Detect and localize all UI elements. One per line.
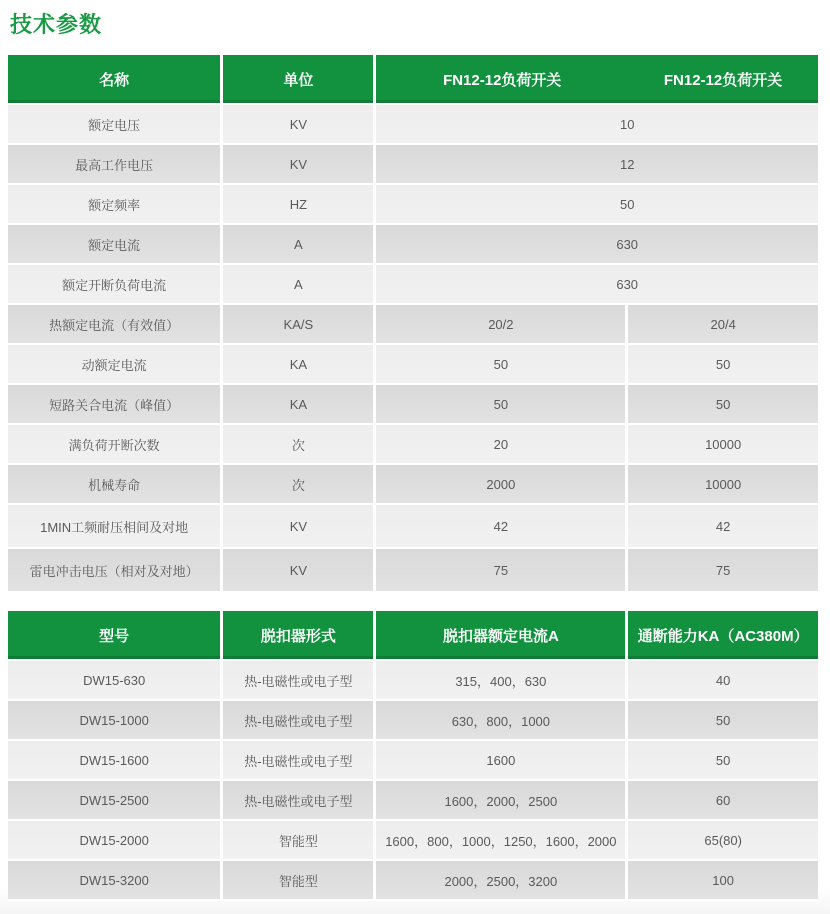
cell-value-1: 50 [375,384,627,424]
cell-value-1: 20 [375,424,627,464]
table-row [8,740,818,780]
cell-breaking-capacity: 65(80) [627,820,818,860]
table-row [8,304,818,344]
cell-rated-current: 1600 [375,740,627,780]
cell-model: DW15-630 [8,660,222,700]
cell-value-2: 50 [627,384,818,424]
cell-value-merged [375,184,818,224]
cell-value-merged [375,104,818,144]
table-row [8,700,818,740]
merged-value: 50 [619,196,635,212]
column-header-name: 名称 [8,55,222,104]
cell-name: 短路关合电流（峰值） [8,384,222,424]
dual-model-header [376,69,818,90]
cell-unit: 次 [222,464,375,504]
cell-value-2: 75 [627,548,818,592]
cell-name: 机械寿命 [8,464,222,504]
cell-value-2: 50 [627,344,818,384]
breaker-spec-table [8,611,818,901]
table-row [8,504,818,548]
cell-value-merged [375,264,818,304]
cell-model: DW15-1600 [8,740,222,780]
merged-value: 630 [616,276,639,292]
table-row [8,384,818,424]
cell-breaking-capacity: 40 [627,660,818,700]
table-gap [0,593,830,611]
merged-value: 10 [619,116,635,132]
cell-unit: KV [222,548,375,592]
cell-trip-type: 热-电磁性或电子型 [222,740,375,780]
switch-spec-table [8,55,818,593]
column-header-model-2: FN12-12负荷开关 [663,71,783,89]
cell-unit: KA [222,344,375,384]
table-row [8,464,818,504]
cell-value-merged [375,224,818,264]
cell-unit: KV [222,104,375,144]
cell-unit: 次 [222,424,375,464]
cell-value-merged [375,144,818,184]
cell-value-1: 20/2 [375,304,627,344]
cell-rated-current: 1600，2000，2500 [375,780,627,820]
cell-breaking-capacity: 50 [627,700,818,740]
column-header-breaking-capacity: 通断能力KA（AC380M） [627,611,818,660]
merged-value: 12 [619,156,635,172]
cell-name: 雷电冲击电压（相对及对地） [8,548,222,592]
table-row [8,144,818,184]
cell-name: 满负荷开断次数 [8,424,222,464]
column-header-model-1: FN12-12负荷开关 [443,71,562,89]
cell-unit: A [222,224,375,264]
table-header-row [8,611,818,660]
cell-value-1: 75 [375,548,627,592]
cell-model: DW15-2500 [8,780,222,820]
cell-model: DW15-3200 [8,860,222,900]
cell-model: DW15-2000 [8,820,222,860]
cell-value-2: 20/4 [627,304,818,344]
column-header-model: 型号 [8,611,222,660]
cell-name: 额定开断负荷电流 [8,264,222,304]
table-row [8,104,818,144]
cell-rated-current: 2000，2500，3200 [375,860,627,900]
cell-trip-type: 智能型 [222,860,375,900]
table-row [8,780,818,820]
cell-breaking-capacity: 100 [627,860,818,900]
cell-unit: KA/S [222,304,375,344]
cell-trip-type: 热-电磁性或电子型 [222,660,375,700]
table-row [8,224,818,264]
cell-value-2: 42 [627,504,818,548]
table-row [8,660,818,700]
table-row [8,264,818,304]
column-header-trip-type: 脱扣器形式 [222,611,375,660]
cell-name: 1MIN工频耐压相间及对地 [8,504,222,548]
cell-unit: KV [222,504,375,548]
cell-name: 额定电压 [8,104,222,144]
column-header-rated-current: 脱扣器额定电流A [375,611,627,660]
table-row [8,548,818,592]
cell-rated-current: 315，400，630 [375,660,627,700]
merged-value: 630 [616,236,639,252]
cell-trip-type: 热-电磁性或电子型 [222,700,375,740]
table-row [8,184,818,224]
column-header-models [375,55,818,104]
cell-unit: KA [222,384,375,424]
cell-name: 动额定电流 [8,344,222,384]
cell-name: 额定频率 [8,184,222,224]
cell-trip-type: 热-电磁性或电子型 [222,780,375,820]
cell-breaking-capacity: 60 [627,780,818,820]
table-row [8,860,818,900]
page-title: 技术参数 [10,12,103,37]
cell-name: 最高工作电压 [8,144,222,184]
table-header-row [8,55,818,104]
cell-unit: HZ [222,184,375,224]
cell-breaking-capacity: 50 [627,740,818,780]
cell-name: 热额定电流（有效值） [8,304,222,344]
table-row [8,424,818,464]
table-row [8,820,818,860]
cell-model: DW15-1000 [8,700,222,740]
cell-rated-current: 630，800，1000 [375,700,627,740]
cell-trip-type: 智能型 [222,820,375,860]
cell-value-2: 10000 [627,464,818,504]
cell-unit: KV [222,144,375,184]
cell-value-2: 10000 [627,424,818,464]
cell-value-1: 42 [375,504,627,548]
column-header-unit: 单位 [222,55,375,104]
cell-name: 额定电流 [8,224,222,264]
cell-value-1: 50 [375,344,627,384]
table-row [8,344,818,384]
cell-value-1: 2000 [375,464,627,504]
cell-rated-current: 1600，800，1000，1250，1600，2000 [375,820,627,860]
cell-unit: A [222,264,375,304]
